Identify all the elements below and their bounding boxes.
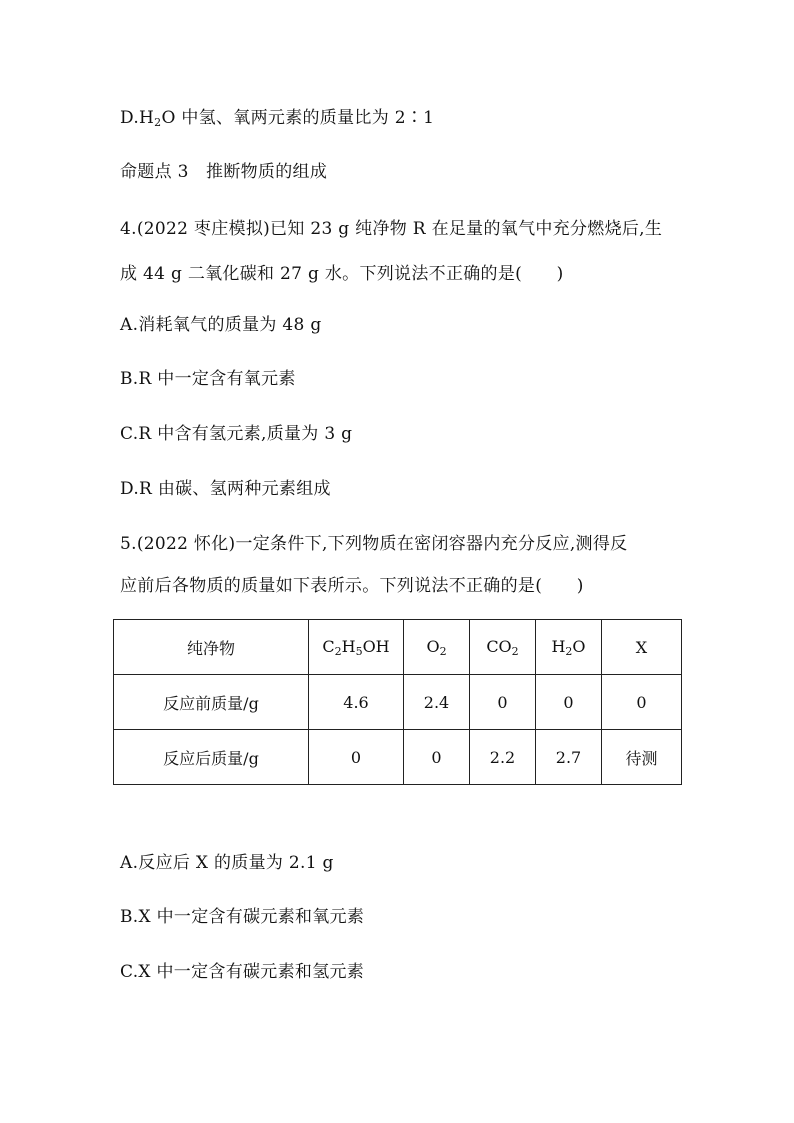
mass-table <box>113 619 682 785</box>
question-4-stem-line-2: 成 44 g 二氧化碳和 27 g 水。下列说法不正确的是( ) <box>120 264 564 284</box>
header-substance: 纯净物 <box>114 620 309 675</box>
row-label: 反应前质量/g <box>114 675 309 730</box>
question-5-option-b: B.X 中一定含有碳元素和氧元素 <box>120 907 365 927</box>
question-5-option-c: C.X 中一定含有碳元素和氢元素 <box>120 962 365 982</box>
question-4-option-a: A.消耗氧气的质量为 48 g <box>120 315 322 335</box>
table-cell: 2.7 <box>536 730 602 785</box>
table-row <box>114 730 682 785</box>
option-q3-d-prefix: D.H <box>120 108 155 128</box>
table-cell: 0 <box>536 675 602 730</box>
table-cell: 0 <box>309 730 404 785</box>
table-cell: 待测 <box>602 730 682 785</box>
question-4-option-d: D.R 由碳、氢两种元素组成 <box>120 479 331 499</box>
option-q3-d-subscript: 2 <box>154 116 162 129</box>
header-oxygen: $O_2$ <box>404 620 470 675</box>
question-5-stem-line-2: 应前后各物质的质量如下表所示。下列说法不正确的是( ) <box>120 576 584 596</box>
table-cell: 2.2 <box>470 730 536 785</box>
table-cell: 0 <box>404 730 470 785</box>
header-carbon-dioxide: $CO_2$ <box>470 620 536 675</box>
table-row <box>114 675 682 730</box>
question-4-option-c: C.R 中含有氢元素,质量为 3 g <box>120 424 353 444</box>
header-x: X <box>602 620 682 675</box>
row-label: 反应后质量/g <box>114 730 309 785</box>
question-5-option-a: A.反应后 X 的质量为 2.1 g <box>120 853 334 873</box>
table-cell: 0 <box>470 675 536 730</box>
header-water: $H_2O$ <box>536 620 602 675</box>
question-4-stem-line-1: 4.(2022 枣庄模拟)已知 23 g 纯净物 R 在足量的氧气中充分燃烧后,生 <box>120 219 663 239</box>
table-header-row <box>114 620 682 675</box>
table-cell: 4.6 <box>309 675 404 730</box>
option-q3-d <box>120 106 434 135</box>
table-cell: 2.4 <box>404 675 470 730</box>
question-5-stem-line-1: 5.(2022 怀化)一定条件下,下列物质在密闭容器内充分反应,测得反 <box>120 534 628 554</box>
question-4-option-b: B.R 中一定含有氧元素 <box>120 369 296 389</box>
header-ethanol: $C_2H_5OH$ <box>309 620 404 675</box>
option-q3-d-suffix: O 中氢、氧两元素的质量比为 2∶1 <box>161 108 435 128</box>
table-cell: 0 <box>602 675 682 730</box>
section-heading: 命题点 3 推断物质的组成 <box>120 162 328 182</box>
